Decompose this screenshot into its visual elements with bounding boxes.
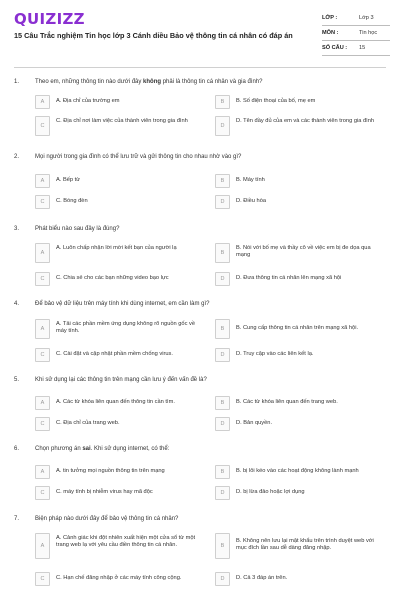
question-number: 4. bbox=[14, 301, 20, 307]
option-text: A. Bếp từ bbox=[56, 177, 81, 183]
quizizz-logo: QUIZIZZ bbox=[14, 10, 85, 28]
option-text: A. Cảnh giác khi đột nhiên xuất hiện một cửa sổ từ một trang web lạ với yêu cầu điền thông tin cá nhân. bbox=[56, 535, 196, 549]
option-letter-box: D bbox=[215, 486, 230, 500]
question-text: Khi sử dụng lại các thông tin trên mạng cần lưu ý đến vấn đề là? bbox=[35, 377, 207, 383]
option-letter-box: B bbox=[215, 319, 230, 339]
question-number: 3. bbox=[14, 226, 20, 232]
option-letter-box: A bbox=[35, 243, 50, 263]
option-text: B. Cung cấp thông tin cá nhân trên mạng xã hội. bbox=[236, 325, 359, 331]
option-text: D. Điều hòa bbox=[236, 198, 267, 204]
option-text: D. Tên đầy đủ của em và các thành viên trong gia đình bbox=[236, 118, 375, 124]
option-letter-box: C bbox=[35, 572, 50, 586]
option-letter-box: D bbox=[215, 116, 230, 136]
option-letter-box: B bbox=[215, 533, 230, 559]
option-text: D. bị lừa đảo hoặc lợi dụng bbox=[236, 489, 305, 495]
meta-count-key: SỐ CÂU : bbox=[322, 45, 348, 51]
option-text: B. bị lôi kéo vào các hoạt động không lành mạnh bbox=[236, 468, 359, 474]
meta-count-value: 15 bbox=[359, 45, 366, 51]
option-letter-box: A bbox=[35, 319, 50, 339]
question-text: Để bảo vệ dữ liệu trên máy tính khi dùng internet, em cần làm gì? bbox=[35, 301, 210, 307]
option-text: D. Đưa thông tin cá nhân lên mạng xã hội bbox=[236, 275, 342, 281]
meta-subject bbox=[322, 28, 390, 41]
option-letter-box: A bbox=[35, 396, 50, 410]
option-text: C. Địa chỉ nơi làm việc của thành viên trong gia đình bbox=[56, 118, 188, 124]
worksheet-header bbox=[0, 0, 400, 64]
question-number: 2. bbox=[14, 154, 20, 160]
meta-grade-value: Lớp 3 bbox=[359, 15, 374, 21]
worksheet-title: 15 Câu Trắc nghiệm Tin học lớp 3 Cánh diều Bảo vệ thông tin cá nhân có đáp án bbox=[14, 31, 293, 40]
meta-subject-value: Tin học bbox=[359, 30, 378, 36]
option-text: C. Hạn chế đăng nhập ở các máy tính công cộng. bbox=[56, 575, 182, 581]
meta-grade-key: LỚP : bbox=[322, 15, 338, 21]
meta-subject-key: MÔN : bbox=[322, 30, 339, 36]
option-letter-box: A bbox=[35, 174, 50, 188]
option-text: B. Các từ khóa liên quan đến trang web. bbox=[236, 399, 338, 405]
option-text: C. Cài đặt và cập nhật phần mềm chống virus. bbox=[56, 351, 173, 357]
option-letter-box: A bbox=[35, 533, 50, 559]
option-letter-box: A bbox=[35, 95, 50, 109]
option-letter-box: B bbox=[215, 243, 230, 263]
option-letter-box: A bbox=[35, 465, 50, 479]
option-letter-box: C bbox=[35, 116, 50, 136]
option-letter-box: B bbox=[215, 396, 230, 410]
option-text: D. Cả 3 đáp án trên. bbox=[236, 575, 288, 581]
question-number: 6. bbox=[14, 446, 20, 452]
option-letter-box: B bbox=[215, 95, 230, 109]
option-text: C. Chia sẻ cho các bạn những video bạo lực bbox=[56, 275, 169, 281]
option-letter-box: C bbox=[35, 348, 50, 362]
option-text: A. tin tưởng mọi nguồn thông tin trên mạng bbox=[56, 468, 165, 474]
option-letter-box: D bbox=[215, 195, 230, 209]
question-text: Chọn phương án sai. Khi sử dụng internet, có thể: bbox=[35, 446, 170, 452]
option-letter-box: C bbox=[35, 195, 50, 209]
question-number: 7. bbox=[14, 516, 20, 522]
question-text: Biện pháp nào dưới đây để bảo vệ thông tin cá nhân? bbox=[35, 516, 179, 522]
option-text: B. Nói với bố mẹ và thầy cô về việc em bị đe dọa qua mạng bbox=[236, 245, 371, 259]
option-text: B. Số điện thoại của bố, mẹ em bbox=[236, 98, 316, 104]
option-letter-box: D bbox=[215, 348, 230, 362]
meta-count bbox=[322, 43, 390, 56]
option-text: B. Không nên lưu lại mật khẩu trên trình duyệt web với mục đích lần sau dễ dàng đăng nhập. bbox=[236, 538, 374, 552]
option-text: D. Bản quyền. bbox=[236, 420, 273, 426]
option-letter-box: D bbox=[215, 272, 230, 286]
question-number: 1. bbox=[14, 79, 20, 85]
header-divider bbox=[14, 67, 386, 68]
meta-grade bbox=[322, 13, 390, 26]
option-text: A. Luôn chấp nhận lời mời kết bạn của người lạ bbox=[56, 245, 177, 251]
option-text: A. Tải các phần mềm ứng dụng không rõ nguồn gốc về máy tính. bbox=[56, 321, 196, 335]
question-text: Mọi người trong gia đình có thể lưu trữ và gửi thông tin cho nhau nhờ vào gì? bbox=[35, 154, 242, 160]
option-text: B. Máy tính bbox=[236, 177, 265, 183]
question-text: Theo em, những thông tin nào dưới đây không phải là thông tin cá nhân và gia đình? bbox=[35, 79, 263, 85]
question-number: 5. bbox=[14, 377, 20, 383]
option-text: A. Các từ khóa liên quan đến thông tin cần tìm. bbox=[56, 399, 175, 405]
option-text: C. máy tính bị nhiễm virus hay mã độc bbox=[56, 489, 153, 495]
option-text: C. Bóng đèn bbox=[56, 198, 88, 204]
option-text: A. Địa chỉ của trường em bbox=[56, 98, 120, 104]
option-letter-box: C bbox=[35, 272, 50, 286]
option-letter-box: C bbox=[35, 417, 50, 431]
option-letter-box: D bbox=[215, 572, 230, 586]
option-letter-box: B bbox=[215, 465, 230, 479]
option-letter-box: D bbox=[215, 417, 230, 431]
option-text: C. Địa chỉ của trang web. bbox=[56, 420, 120, 426]
option-letter-box: C bbox=[35, 486, 50, 500]
option-letter-box: B bbox=[215, 174, 230, 188]
question-text: Phát biểu nào sau đây là đúng? bbox=[35, 226, 120, 232]
option-text: D. Truy cập vào các liên kết lạ. bbox=[236, 351, 314, 357]
